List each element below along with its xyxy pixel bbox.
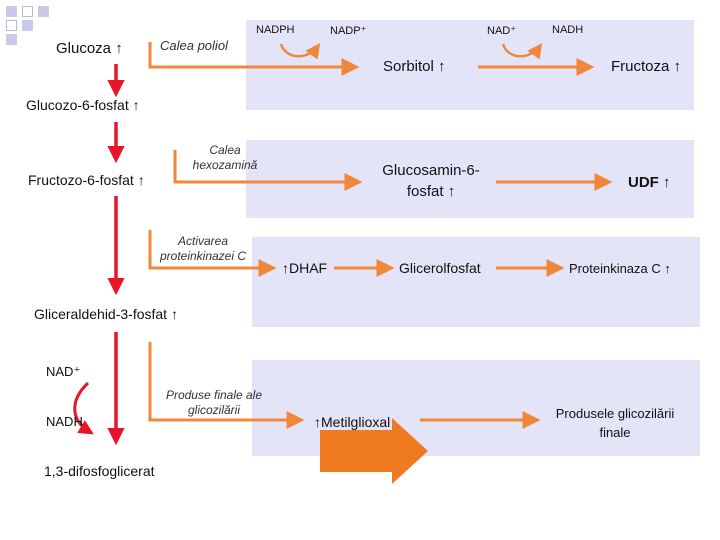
label-calea-hexozaminica: Calea hexozamină (192, 143, 258, 172)
node-metilglioxal: ↑Metilglioxal (314, 414, 391, 430)
label-activarea-pkc: Activarea proteinkinazei C (159, 234, 247, 263)
node-difosfoglicerat: 1,3-difosfoglicerat (44, 463, 155, 479)
label-nadh-left: NADH (46, 414, 83, 429)
node-fructoza: Fructoza ↑ (611, 58, 682, 75)
node-glucoza: Glucoza ↑ (56, 40, 123, 57)
label-nadp: NADP⁺ (330, 25, 367, 37)
label-nad-plus-left: NAD⁺ (46, 364, 81, 379)
node-dhaf: ↑DHAF (282, 260, 328, 276)
node-glucozo-6-fosfat: Glucozo-6-fosfat ↑ (26, 97, 140, 113)
label-nadh-top: NADH (552, 24, 584, 36)
node-glicerolfosfat: Glicerolfosfat (399, 260, 481, 276)
label-nad-plus-top: NAD⁺ (487, 25, 517, 37)
orange-curve-nad (503, 44, 540, 56)
node-fructozo-6-fosfat: Fructozo-6-fosfat ↑ (28, 172, 145, 188)
node-sorbitol: Sorbitol ↑ (383, 58, 446, 75)
label-nadph: NADPH (256, 24, 295, 36)
node-produsele-glicozilarii-finale: Produsele glicozilării finale (555, 406, 675, 440)
node-glucosamin-6-fosfat: Glucosamin-6-fosfat ↑ (382, 162, 480, 200)
node-udf: UDF ↑ (628, 174, 671, 191)
node-gliceraldehid-3-fosfat: Gliceraldehid-3-fosfat ↑ (34, 306, 178, 322)
label-produse-finale: Produse finale ale glicozilării (165, 388, 263, 417)
node-proteinkinaza-c: Proteinkinaza C ↑ (569, 261, 671, 276)
orange-curve-nadph (281, 44, 318, 56)
label-calea-poliol: Calea poliol (160, 38, 228, 53)
